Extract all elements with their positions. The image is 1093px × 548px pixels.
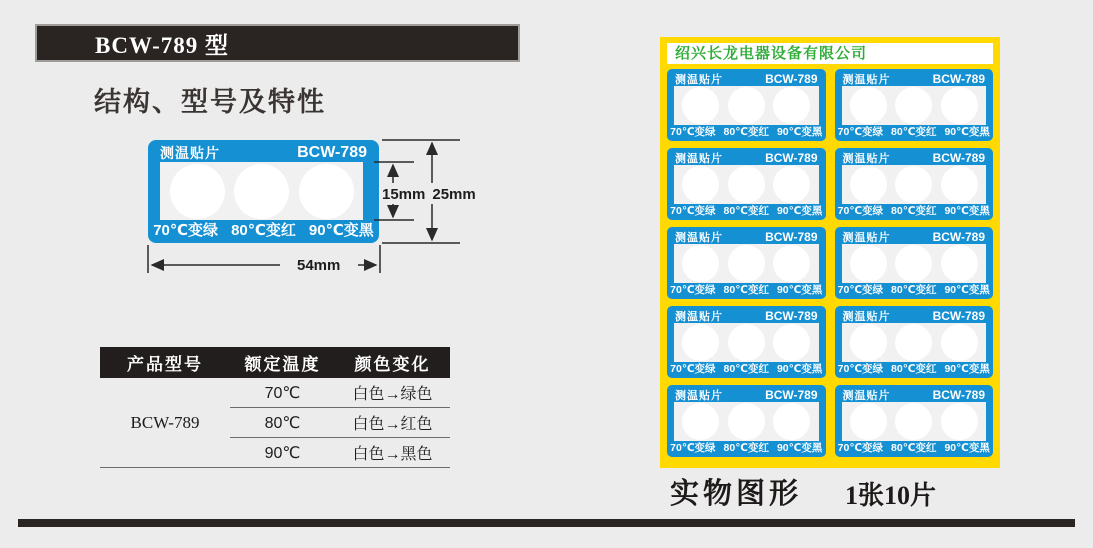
legend-90: 90℃变黑 bbox=[944, 205, 990, 217]
legend-70: 70℃变绿 bbox=[837, 126, 884, 138]
model-banner bbox=[35, 24, 520, 62]
sheet-label-header bbox=[835, 227, 994, 245]
indicator-circle bbox=[895, 166, 932, 203]
legend-80: 80℃变红 bbox=[723, 442, 769, 454]
legend-90: 90℃变黑 bbox=[776, 205, 823, 217]
indicator-circle bbox=[773, 166, 810, 203]
indicator-circle bbox=[941, 245, 978, 282]
label-product-name: 测温贴片 bbox=[675, 311, 723, 323]
label-model: BCW-789 bbox=[765, 230, 818, 244]
legend-90: 90℃变黑 bbox=[776, 126, 823, 138]
legend-70: 70℃变绿 bbox=[837, 442, 884, 454]
label-temp-legend bbox=[835, 440, 994, 455]
label-product-name: 测温贴片 bbox=[675, 232, 723, 244]
legend-80: 80℃变红 bbox=[891, 284, 937, 296]
indicator-circle bbox=[728, 87, 765, 124]
indicator-circle bbox=[895, 245, 932, 282]
dimension-width-label: 54mm bbox=[297, 257, 341, 274]
indicator-circle bbox=[895, 324, 932, 361]
legend-70: 70℃变绿 bbox=[670, 126, 716, 138]
indicator-circle bbox=[728, 166, 765, 203]
label-model: BCW-789 bbox=[765, 309, 818, 323]
sheet-label bbox=[667, 69, 826, 141]
sheet-label bbox=[667, 148, 826, 220]
label-model: BCW-789 bbox=[932, 230, 985, 244]
label-indicator-panel bbox=[674, 244, 819, 283]
sheet-label-header bbox=[667, 306, 826, 324]
legend-70: 70℃变绿 bbox=[670, 442, 716, 454]
sheet-label bbox=[835, 306, 994, 378]
label-temp-legend bbox=[835, 361, 994, 376]
indicator-circle bbox=[941, 403, 978, 440]
label-indicator-panel bbox=[674, 402, 819, 441]
label-product-name: 测温贴片 bbox=[842, 232, 891, 244]
sheet-label bbox=[835, 148, 994, 220]
legend-90: 90℃变黑 bbox=[944, 126, 990, 138]
sheet-label-header bbox=[667, 69, 826, 87]
indicator-circle bbox=[682, 403, 719, 440]
legend-70: 70℃变绿 bbox=[670, 284, 716, 296]
label-temp-legend bbox=[667, 361, 826, 376]
indicator-circle bbox=[850, 403, 887, 440]
legend-90: 90℃变黑 bbox=[776, 284, 823, 296]
label-product-name: 测温贴片 bbox=[675, 74, 723, 86]
spec-change-value: 白色→黑色 bbox=[352, 446, 433, 463]
legend-90: 90℃变黑 bbox=[944, 363, 990, 375]
sheet-label bbox=[835, 385, 994, 457]
label-temp-legend bbox=[667, 282, 826, 297]
label-temp-legend bbox=[667, 440, 826, 455]
spec-temp-value: 90℃ bbox=[264, 444, 301, 462]
bottom-rule bbox=[18, 519, 1075, 527]
legend-70: 70℃变绿 bbox=[670, 205, 716, 217]
model-banner-title: BCW-789 型 bbox=[95, 32, 230, 58]
legend-90: 90℃变黑 bbox=[308, 222, 374, 239]
caption-count: 1张10片 bbox=[845, 481, 937, 510]
label-product-name: 测温贴片 bbox=[842, 390, 891, 402]
label-model: BCW-789 bbox=[932, 309, 985, 323]
label-indicator-panel bbox=[842, 86, 987, 125]
indicator-circle bbox=[682, 324, 719, 361]
company-name: 绍兴长龙电器设备有限公司 bbox=[667, 43, 993, 64]
label-temp-legend bbox=[835, 282, 994, 297]
legend-90: 90℃变黑 bbox=[776, 363, 823, 375]
spec-change-value: 白色→绿色 bbox=[335, 378, 450, 408]
label-indicator-panel bbox=[842, 165, 987, 204]
sheet-label-header bbox=[667, 385, 826, 403]
legend-70: 70℃变绿 bbox=[837, 363, 884, 375]
spec-temp-value: 70℃ bbox=[230, 378, 335, 408]
label-model: BCW-789 bbox=[932, 72, 985, 86]
label-model: BCW-789 bbox=[765, 151, 818, 165]
indicator-circle bbox=[941, 87, 978, 124]
spec-header-model: 产品型号 bbox=[100, 347, 230, 378]
indicator-circle bbox=[682, 166, 719, 203]
label-temp-legend bbox=[835, 124, 994, 139]
indicator-circle bbox=[850, 324, 887, 361]
legend-70: 70℃变绿 bbox=[837, 205, 884, 217]
caption-photo: 实物图形 bbox=[670, 478, 803, 510]
indicator-circle bbox=[773, 87, 810, 124]
legend-70: 70℃变绿 bbox=[837, 284, 884, 296]
sheet-label bbox=[835, 69, 994, 141]
indicator-circle bbox=[850, 245, 887, 282]
indicator-circle bbox=[728, 245, 765, 282]
legend-80: 80℃变红 bbox=[891, 205, 937, 217]
label-indicator-panel bbox=[674, 323, 819, 362]
legend-80: 80℃变红 bbox=[723, 205, 769, 217]
indicator-circle bbox=[773, 403, 810, 440]
legend-80: 80℃变红 bbox=[723, 284, 769, 296]
label-product-name: 测温贴片 bbox=[160, 145, 220, 161]
legend-80: 80℃变红 bbox=[891, 442, 937, 454]
label-temp-legend bbox=[835, 203, 994, 218]
label-grid bbox=[667, 69, 993, 457]
legend-90: 90℃变黑 bbox=[944, 284, 990, 296]
label-model: BCW-789 bbox=[297, 144, 367, 161]
sheet-label-header bbox=[835, 385, 994, 403]
legend-80: 80℃变红 bbox=[723, 126, 769, 138]
indicator-circle bbox=[850, 87, 887, 124]
spec-change-value: 白色→红色 bbox=[335, 408, 450, 438]
label-model: BCW-789 bbox=[765, 388, 818, 402]
label-model: BCW-789 bbox=[932, 388, 985, 402]
spec-header-change: 颜色变化 bbox=[335, 347, 450, 378]
section-heading: 结构、型号及特性 bbox=[94, 87, 326, 117]
label-product-name: 测温贴片 bbox=[675, 153, 723, 165]
dimension-height-label bbox=[382, 186, 476, 203]
label-indicator-panel bbox=[842, 323, 987, 362]
label-indicator-panel bbox=[842, 402, 987, 441]
indicator-circle bbox=[941, 324, 978, 361]
spec-model-value: BCW-789 bbox=[130, 412, 200, 432]
dimension-inner-height: 15mm bbox=[382, 186, 426, 203]
indicator-circle bbox=[773, 245, 810, 282]
label-indicator-panel bbox=[674, 165, 819, 204]
label-product-name: 测温贴片 bbox=[842, 311, 891, 323]
indicator-circle bbox=[728, 324, 765, 361]
legend-80: 80℃变红 bbox=[891, 363, 937, 375]
spec-temp-value: 80℃ bbox=[230, 408, 335, 438]
label-model: BCW-789 bbox=[932, 151, 985, 165]
legend-70: 70℃变绿 bbox=[670, 363, 716, 375]
dimension-outer-height: 25mm bbox=[432, 186, 476, 203]
sheet-label bbox=[667, 385, 826, 457]
indicator-circle bbox=[773, 324, 810, 361]
sheet-label-header bbox=[667, 148, 826, 166]
indicator-circle bbox=[682, 87, 719, 124]
indicator-circle bbox=[682, 245, 719, 282]
spec-table-header-row bbox=[100, 347, 450, 378]
indicator-circle bbox=[728, 403, 765, 440]
label-sheet bbox=[660, 37, 1000, 468]
sheet-label bbox=[667, 227, 826, 299]
sheet-label-header bbox=[835, 69, 994, 87]
indicator-circle bbox=[895, 87, 932, 124]
indicator-circle bbox=[850, 166, 887, 203]
label-product-name: 测温贴片 bbox=[842, 153, 891, 165]
sheet-label bbox=[835, 227, 994, 299]
label-temp-legend bbox=[667, 203, 826, 218]
label-product-name: 测温贴片 bbox=[842, 74, 891, 86]
label-indicator-panel bbox=[674, 86, 819, 125]
legend-80: 80℃变红 bbox=[231, 222, 296, 239]
table-row bbox=[100, 378, 450, 408]
indicator-circle bbox=[941, 166, 978, 203]
sheet-label bbox=[667, 306, 826, 378]
label-model: BCW-789 bbox=[765, 72, 818, 86]
indicator-circle bbox=[895, 403, 932, 440]
legend-90: 90℃变黑 bbox=[776, 442, 823, 454]
spec-header-temp: 额定温度 bbox=[230, 347, 335, 378]
legend-70: 70℃变绿 bbox=[153, 222, 219, 239]
sheet-label-header bbox=[667, 227, 826, 245]
legend-80: 80℃变红 bbox=[723, 363, 769, 375]
legend-80: 80℃变红 bbox=[891, 126, 937, 138]
label-temp-legend bbox=[667, 124, 826, 139]
sheet-label-header bbox=[835, 148, 994, 166]
label-product-name: 测温贴片 bbox=[675, 390, 723, 402]
label-indicator-panel bbox=[842, 244, 987, 283]
sheet-label-header bbox=[835, 306, 994, 324]
spec-table bbox=[100, 347, 450, 468]
legend-90: 90℃变黑 bbox=[944, 442, 990, 454]
